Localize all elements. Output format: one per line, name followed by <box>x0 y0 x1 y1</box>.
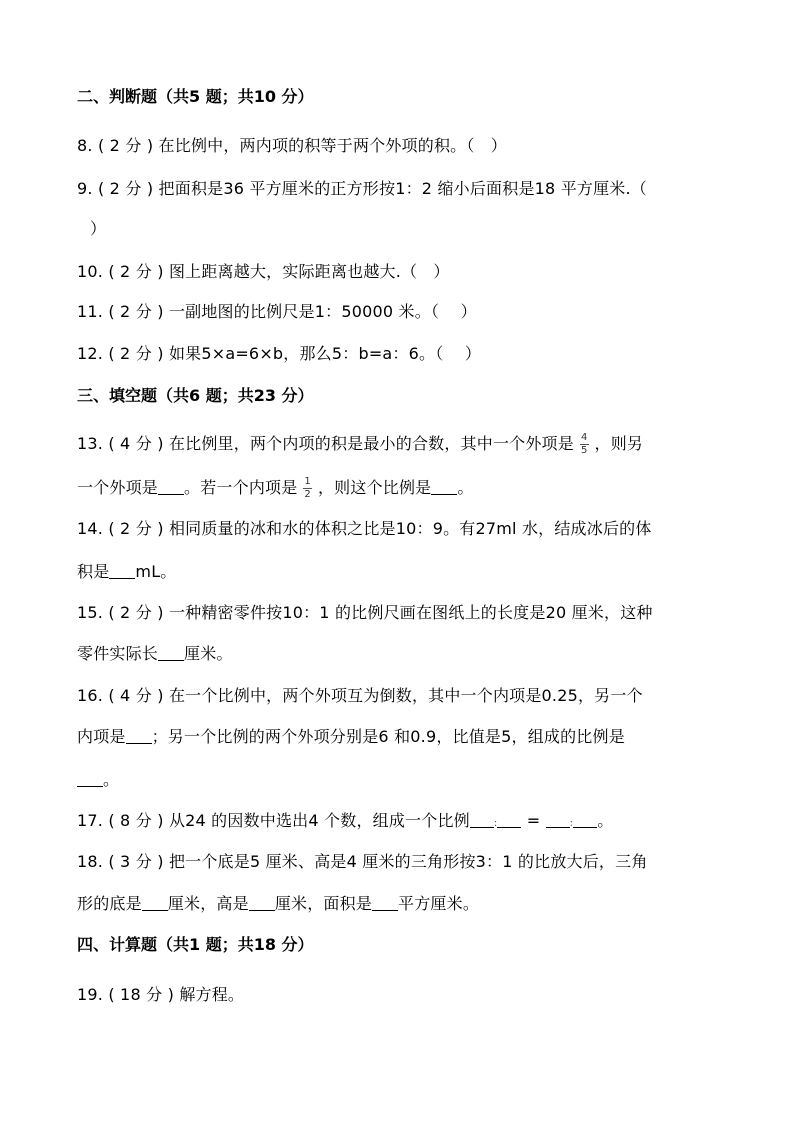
equals-sign: = <box>521 811 546 830</box>
question-16-text-1: 内项是 <box>77 727 126 746</box>
question-9-line1: 9. ( 2 分 ) 把面积是36 平方厘米的正方形按1：2 缩小后面积是18 平方厘米.（ <box>77 179 647 198</box>
question-12: 12. ( 2 分 ) 如果5×a=6×b，那么5：b=a：6。（ ） <box>77 344 482 363</box>
question-15-line1: 15. ( 2 分 ) 一种精密零件按10：1 的比例尺画在图纸上的长度是20 厘米，这种 <box>77 603 653 622</box>
section-heading-calc: 四、计算题（共1 题；共18 分） <box>77 935 314 954</box>
fraction-one-half <box>303 477 312 500</box>
answer-blank[interactable] <box>431 478 457 495</box>
ratio-colon: : <box>493 818 498 829</box>
question-15-text-1: 零件实际长 <box>77 644 159 663</box>
question-18-line2 <box>77 893 479 915</box>
fraction-numerator: 4 <box>580 432 588 443</box>
answer-blank[interactable] <box>77 770 103 787</box>
question-18-text-1: 形的底是 <box>77 894 142 913</box>
question-18-text-2: 厘米，高是 <box>167 894 249 913</box>
question-18-line1: 18. ( 3 分 ) 把一个底是5 厘米、高是4 厘米的三角形按3：1 的比放大后，三角 <box>77 852 648 871</box>
question-17 <box>77 810 613 835</box>
question-18-text-3: 厘米，面积是 <box>274 894 373 913</box>
answer-blank[interactable] <box>497 811 521 828</box>
section-heading-judgment: 二、判断题（共5 题；共10 分） <box>77 87 314 106</box>
question-16-line3 <box>77 769 119 791</box>
answer-blank[interactable] <box>372 894 398 911</box>
answer-blank[interactable] <box>470 811 494 828</box>
question-15-line2 <box>77 643 233 665</box>
question-13-text-2: ，则另 <box>594 434 644 453</box>
question-13-line2 <box>77 477 474 500</box>
answer-blank[interactable] <box>573 811 597 828</box>
question-13-text-6: 。 <box>457 478 474 497</box>
question-10: 10. ( 2 分 ) 图上距离越大，实际距离也越大.（ ） <box>77 262 450 281</box>
question-13-line1 <box>77 433 643 456</box>
fraction-denominator: 2 <box>304 489 311 500</box>
answer-blank[interactable] <box>158 644 184 661</box>
question-16-line2 <box>77 726 625 748</box>
question-16-text-3: 。 <box>103 770 120 789</box>
fraction-denominator: 5 <box>580 445 588 456</box>
answer-blank[interactable] <box>109 562 135 579</box>
question-8: 8. ( 2 分 ) 在比例中，两内项的积等于两个外项的积。（ ） <box>77 136 507 155</box>
question-9-line2: ） <box>90 219 107 238</box>
question-18-text-4: 平方厘米。 <box>398 894 480 913</box>
question-17-text-2: 。 <box>597 811 614 830</box>
question-13-text-4: 。若一个内项是 <box>184 478 298 497</box>
answer-blank[interactable] <box>546 811 570 828</box>
question-16-text-2: ；另一个比例的两个外项分别是6 和0.9，比值是5，组成的比例是 <box>151 727 625 746</box>
question-11: 11. ( 2 分 ) 一副地图的比例尺是1：50000 米。（ ） <box>77 302 477 321</box>
ratio-colon: : <box>569 818 574 829</box>
question-14-line2 <box>77 561 177 583</box>
question-15-text-2: 厘米。 <box>184 644 233 663</box>
question-14-text-1: 积是 <box>77 562 110 581</box>
question-16-line1: 16. ( 4 分 ) 在一个比例中，两个外项互为倒数，其中一个内项是0.25，另一个 <box>77 686 643 705</box>
answer-blank[interactable] <box>249 894 275 911</box>
question-14-line1: 14. ( 2 分 ) 相同质量的冰和水的体积之比是10：9。有27ml 水，结成冰后的体 <box>77 519 652 538</box>
fraction-numerator: 1 <box>304 476 311 487</box>
section-heading-fill: 三、填空题（共6 题；共23 分） <box>77 386 314 405</box>
question-17-text-1: 17. ( 8 分 ) 从24 的因数中选出4 个数，组成一个比例 <box>77 811 470 830</box>
answer-blank[interactable] <box>142 894 168 911</box>
fraction-four-fifths <box>580 433 589 456</box>
question-19: 19. ( 18 分 ) 解方程。 <box>77 985 245 1004</box>
question-13-text-5: ，则这个比例是 <box>317 478 432 497</box>
answer-blank[interactable] <box>126 727 152 744</box>
question-13-text-3: 一个外项是 <box>77 478 159 497</box>
answer-blank[interactable] <box>158 478 184 495</box>
question-13-text-1: 13. ( 4 分 ) 在比例里，两个内项的积是最小的合数，其中一个外项是 <box>77 434 574 453</box>
question-14-text-2: mL。 <box>135 562 177 581</box>
